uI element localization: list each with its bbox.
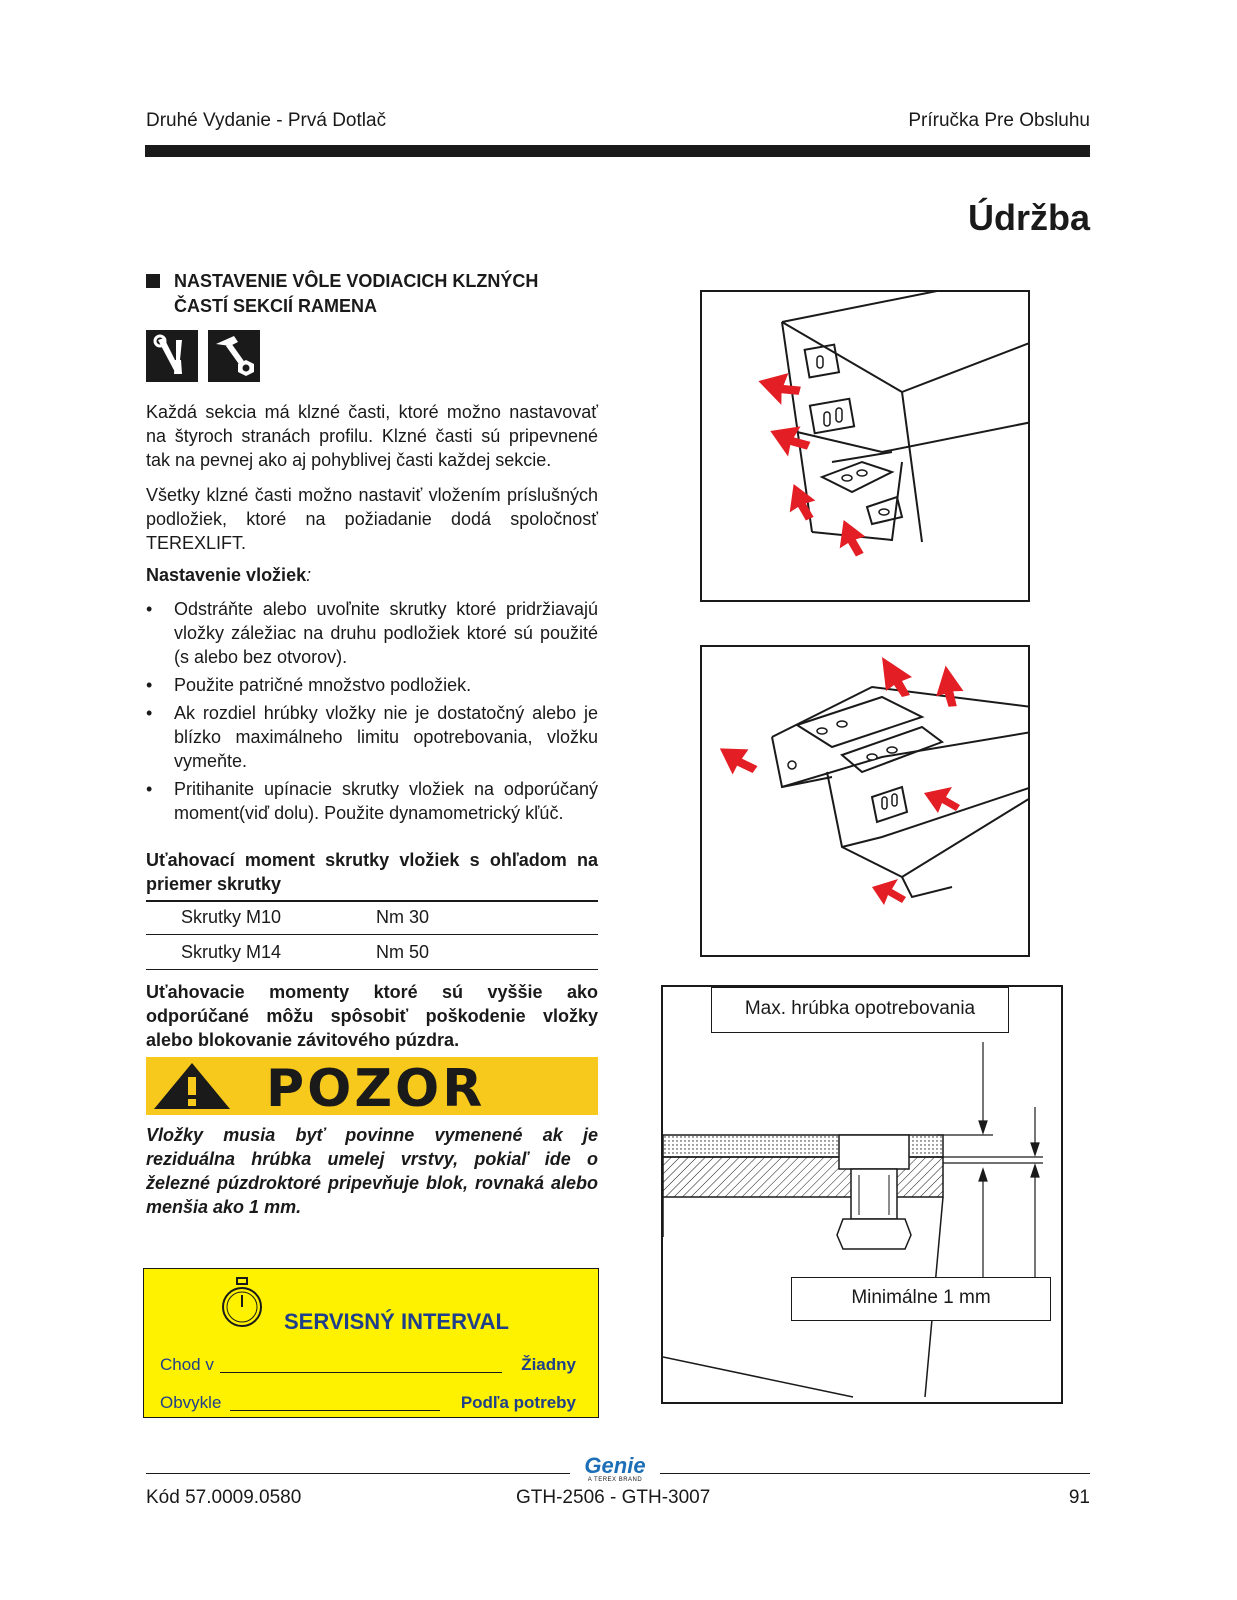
- section-heading-line2: ČASTÍ SEKCIÍ RAMENA: [174, 296, 378, 316]
- footer-code: Kód 57.0009.0580: [146, 1487, 302, 1508]
- section-heading-line1: NASTAVENIE VÔLE VODIACICH KLZNÝCH: [174, 271, 539, 291]
- service-row2-value: Podľa potreby: [460, 1393, 576, 1412]
- service-row-running: [160, 1355, 576, 1375]
- adjust-steps-list: [146, 597, 598, 829]
- adjust-subheading-text: Nastavenie vložiek: [146, 565, 307, 585]
- square-bullet-icon: [146, 274, 160, 288]
- adjust-subheading-colon: :: [306, 565, 312, 585]
- footer-rule-right: [660, 1473, 1090, 1474]
- service-row1-value: Žiadny: [521, 1355, 576, 1374]
- list-item: • Použite patričné množstvo podložiek.: [146, 673, 598, 697]
- screwdriver-wrench-icon: [146, 330, 198, 382]
- service-row2-label: Obvykle: [160, 1393, 222, 1412]
- service-row1-label: Chod v: [160, 1355, 214, 1374]
- caution-word: POZOR: [266, 1059, 486, 1119]
- adjust-subheading: [146, 563, 598, 587]
- footer-model: GTH-2506 - GTH-3007: [516, 1487, 711, 1508]
- min-thickness-label: Minimálne 1 mm: [791, 1277, 1051, 1321]
- fill-line: [230, 1410, 440, 1411]
- list-item: • Pritihanite upínacie skrutky vložiek na odporúčaný moment(viď dolu). Použite dynamometrický kľúč.: [146, 777, 598, 825]
- footer-rule-left: [146, 1473, 570, 1474]
- warning-triangle-icon: [152, 1061, 232, 1111]
- table-rule-bottom: [146, 969, 598, 970]
- fill-line: [220, 1372, 502, 1373]
- torque-note: Uťahovacie momenty ktoré sú vyššie ako odporúčané môžu spôsobiť poškodenie vložky alebo blokovanie závitového púzdra.: [146, 982, 598, 1050]
- max-wear-label: Max. hrúbka opotrebovania: [711, 987, 1009, 1033]
- torque-table-title: Uťahovací moment skrutky vložiek s ohľadom na priemer skrutky: [146, 850, 598, 894]
- service-interval-box: [143, 1268, 599, 1418]
- list-item: • Ak rozdiel hrúbky vložky nie je dostatočný alebo je blízko maximálneho limitu opotrebovania, vložku vymeňte.: [146, 701, 598, 773]
- table-cell-bolt: Skrutky M14: [181, 942, 282, 962]
- stopwatch-icon: [218, 1277, 266, 1329]
- list-item: • Odstráňte alebo uvoľnite skrutky ktoré pridržiavajú vložky záležiac na druhu podložiek ktoré sú použité (s alebo bez otvorov).: [146, 597, 598, 669]
- genie-logo: [572, 1455, 658, 1483]
- table-cell-torque: Nm 50: [376, 942, 430, 962]
- wear-thickness-figure: [661, 985, 1063, 1404]
- header-manual: Príručka Pre Obsluhu: [908, 110, 1090, 131]
- caution-text: Vložky musia byť povinne vymenené ak je reziduálna hrúbka umelej vrstvy, pokiaľ ide o železné púzdroktoré pripevňuje blok, rovnaká alebo menšia ako 1 mm.: [146, 1125, 598, 1217]
- page-title: Údržba: [967, 197, 1090, 238]
- header-rule: [145, 145, 1090, 157]
- table-rule-top: [146, 900, 598, 902]
- brand-sub: A TEREX BRAND: [587, 1477, 643, 1483]
- table-rule-mid: [146, 934, 598, 935]
- brand-name: Genie: [584, 1453, 646, 1478]
- service-row-usual: [160, 1393, 576, 1413]
- boom-slider-figure-1: [700, 290, 1030, 602]
- hammer-nut-icon: [208, 330, 260, 382]
- service-title: SERVISNÝ INTERVAL: [284, 1309, 509, 1334]
- caution-banner: [146, 1057, 598, 1119]
- shims-paragraph: Všetky klzné časti možno nastaviť vložením príslušných podložiek, ktoré na požiadanie dodá spoločnosť TEREXLIFT.: [146, 485, 598, 553]
- table-cell-bolt: Skrutky M10: [181, 907, 282, 927]
- table-cell-torque: Nm 30: [376, 907, 430, 927]
- page-number: 91: [1068, 1487, 1090, 1508]
- section-heading: [146, 269, 598, 319]
- boom-slider-figure-2: [700, 645, 1030, 957]
- header-edition: Druhé Vydanie - Prvá Dotlač: [146, 110, 387, 131]
- intro-paragraph: Každá sekcia má klzné časti, ktoré možno nastavovať na štyroch stranách profilu. Klzné časti sú pripevnené tak na pevnej ako aj pohyblivej časti každej sekcie.: [146, 402, 598, 470]
